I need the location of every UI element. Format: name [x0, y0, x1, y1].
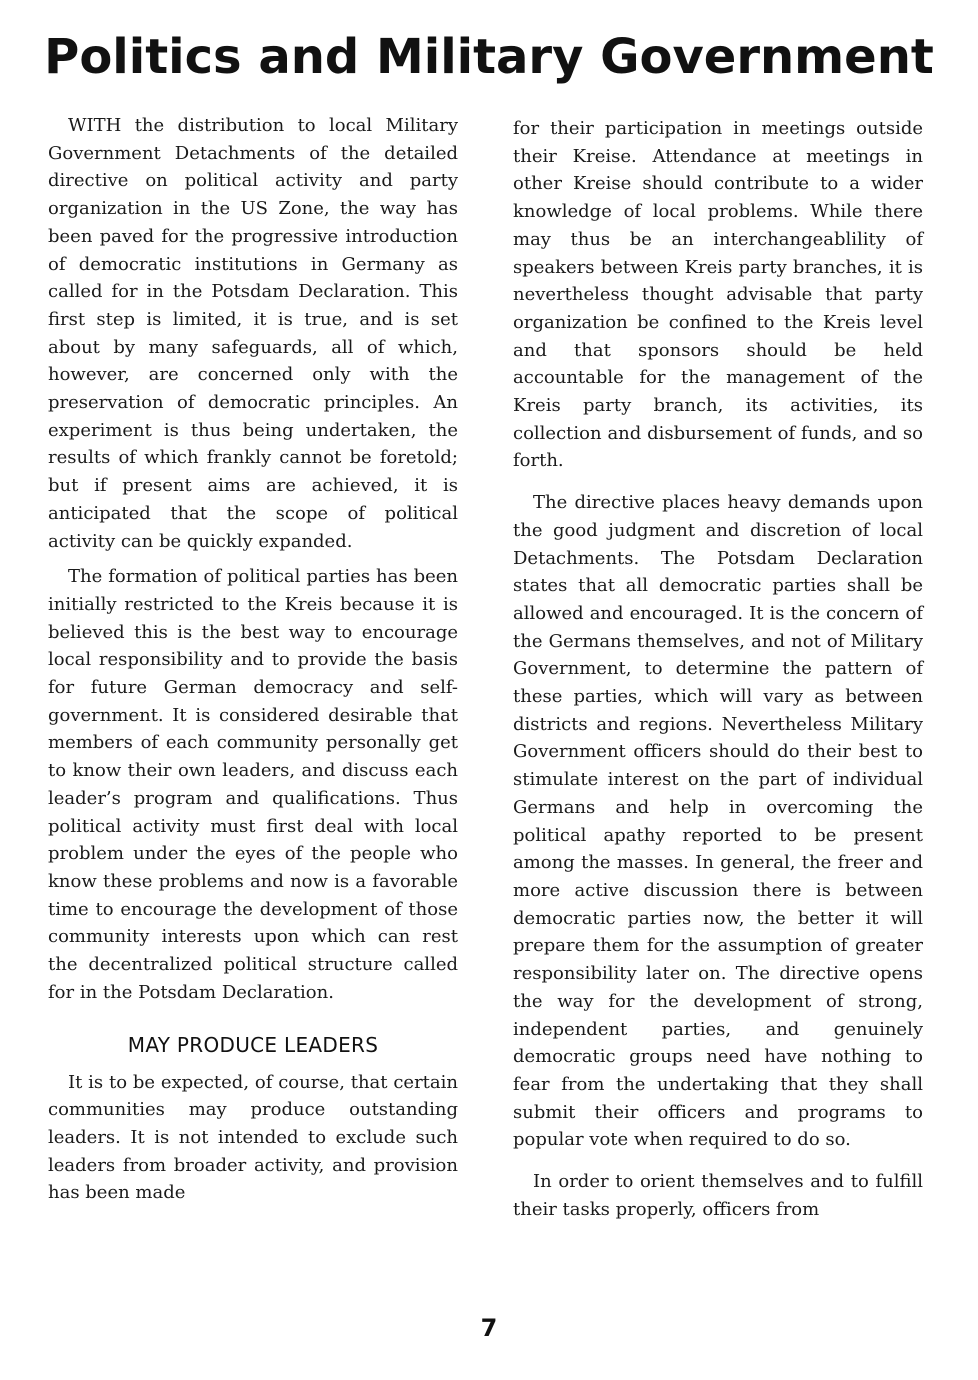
paragraph: It is to be expected, of course, that certain communities may produce outstanding leaders. It is not intended to exclude such leaders from broader activity, and provision has been made [48, 1071, 458, 1204]
page-title: Politics and Military Government [44, 29, 934, 85]
paragraph: WITH the distribution to local Military Government Detachments of the detailed directive on political activity and party organization in the US Zone, the way has been paved for the progressive introduction of democratic institutions in Germany as called for in the Potsdam Declaration. This first step is limited, it is true, and is set about by many safeguards, all of which, however, are concerned only with the preservation of democratic principles. An experiment is thus being undertaken, the results of which frankly cannot be foretold; but if present aims are achieved, it is anticipated that the scope of political activity can be quickly expanded. [48, 115, 458, 552]
left-column [48, 112, 458, 1215]
paragraph-continued: for their participation in meetings outside their Kreise. Attendance at meetings in other Kreise should contribute to a wider knowledge of local problems. While there may thus be an interchangeablility of speakers between Kreis party branches, it is nevertheless thought advisable that party organization be confined to the Kreis level and that sponsors should be held accountable for the management of the Kreis party branch, its activities, its collection and disbursement of funds, and so forth. [513, 118, 923, 472]
paragraph: The formation of political parties has been initially restricted to the Kreis because it is believed this is the best way to encourage local responsibility and to provide the basis for future German democracy and self-government. It is considered desirable that members of each community personally get to know their own leaders, and discuss each leader’s program and qualifications. Thus political activity must first deal with local problem under the eyes of the people who know these problems and now is a favorable time to encourage the development of those community interests upon which can rest the decentralized political structure called for in the Potsdam Declaration. [48, 566, 458, 1003]
right-column [513, 115, 923, 1231]
page-number: 7 [480, 1314, 498, 1342]
paragraph: In order to orient themselves and to fulfill their tasks properly, officers from [513, 1171, 923, 1220]
paragraph: The directive places heavy demands upon the good judgment and discretion of local Detachments. The Potsdam Declaration states that all democratic parties shall be allowed and encouraged. It is the concern of the Germans themselves, and not of Military Government, to determine the pattern of these parties, which will vary as between districts and regions. Nevertheless Military Government officers should do their best to stimulate interest on the part of individual Germans and help in overcoming the political apathy reported to be present among the masses. In general, the freer and more active discussion there is between democratic parties now, the better it will prepare them for the assumption of greater responsibility later on. The directive opens the way for the development of strong, independent parties, and genuinely democratic groups need have nothing to fear from the undertaking that they shall submit their officers and programs to popular vote when required to do so. [513, 492, 923, 1151]
section-heading: MAY PRODUCE LEADERS [127, 1032, 379, 1057]
